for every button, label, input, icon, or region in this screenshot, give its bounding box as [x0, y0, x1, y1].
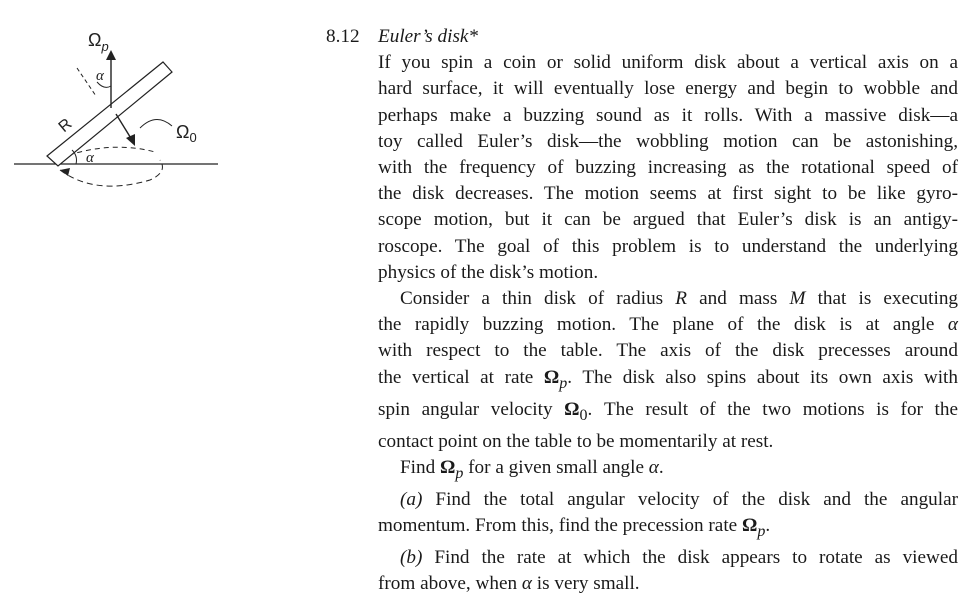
alpha-top-label: α [96, 68, 104, 84]
text-line: Find $\Omega_p$ for a given small angle α. [400, 456, 664, 482]
disk-axis-arrow-shaft [116, 114, 132, 140]
disk-edge [47, 62, 172, 166]
paragraph-part-b [326, 545, 958, 597]
text-line: contact point on the table to be momentarily at rest. [378, 430, 774, 452]
text-line: perhaps make a buzzing sound as it rolls. With a massive disk—a [378, 104, 958, 126]
omega-0-arc [140, 119, 172, 128]
ellipse-arrowhead [60, 168, 70, 176]
problem-title: Euler’s disk* [378, 26, 479, 47]
text-line: (a) Find the total angular velocity of the disk and the angular [400, 488, 958, 510]
text-line: from above, when α is very small. [378, 573, 640, 595]
text-line: scope motion, but it can be argued that Euler’s disk is an antigy- [378, 209, 958, 231]
euler-disk-figure [0, 0, 240, 220]
text-line: momentum. From this, find the precession rate $\Omega_p$. [378, 515, 771, 540]
text-line: the disk decreases. The motion seems at first sight to be like gyro- [378, 183, 958, 205]
text-line: with respect to the table. The axis of the disk precesses around [378, 340, 958, 362]
text-line: hard surface, it will eventually lose energy and begin to wobble and [378, 78, 958, 100]
vertical-dashed-axis [77, 68, 96, 96]
disk-axis-arrowhead [126, 134, 135, 146]
euler-disk-diagram [0, 0, 240, 220]
problem-8-12 [326, 24, 958, 598]
radius-label: R [55, 115, 76, 136]
omega-0-label: $\Omega_0$ [176, 122, 197, 145]
text-line: Consider a thin disk of radius R and mass M that is executing [400, 288, 959, 310]
paragraph-find [326, 455, 958, 487]
text-line: roscope. The goal of this problem is to understand the underlying [378, 235, 958, 257]
problem-number: 8.12 [326, 26, 360, 47]
omega-p-label: $\Omega_p$ [88, 30, 109, 54]
text-line: toy called Euler’s disk—the wobbling motion can be astonishing, [378, 130, 958, 152]
text-line: spin angular velocity $\Omega_0$. The result of the two motions is for the [378, 398, 958, 424]
text-line: the rapidly buzzing motion. The plane of the disk is at angle α [378, 314, 958, 336]
problem-heading [326, 24, 958, 50]
text-line: the vertical at rate $\Omega_p$. The disk also spins about its own axis with [378, 366, 958, 392]
text-line: physics of the disk’s motion. [378, 261, 599, 283]
paragraph-intro [326, 50, 958, 286]
text-line: with the frequency of buzzing increasing as the rotational speed of [378, 157, 958, 179]
paragraph-setup [326, 286, 958, 455]
text-line: If you spin a coin or solid uniform disk about a vertical axis on a [378, 52, 958, 74]
text-line: (b) Find the rate at which the disk appears to rotate as viewed [400, 547, 958, 569]
paragraph-part-a [326, 487, 958, 545]
alpha-bottom-label: α [86, 150, 94, 166]
